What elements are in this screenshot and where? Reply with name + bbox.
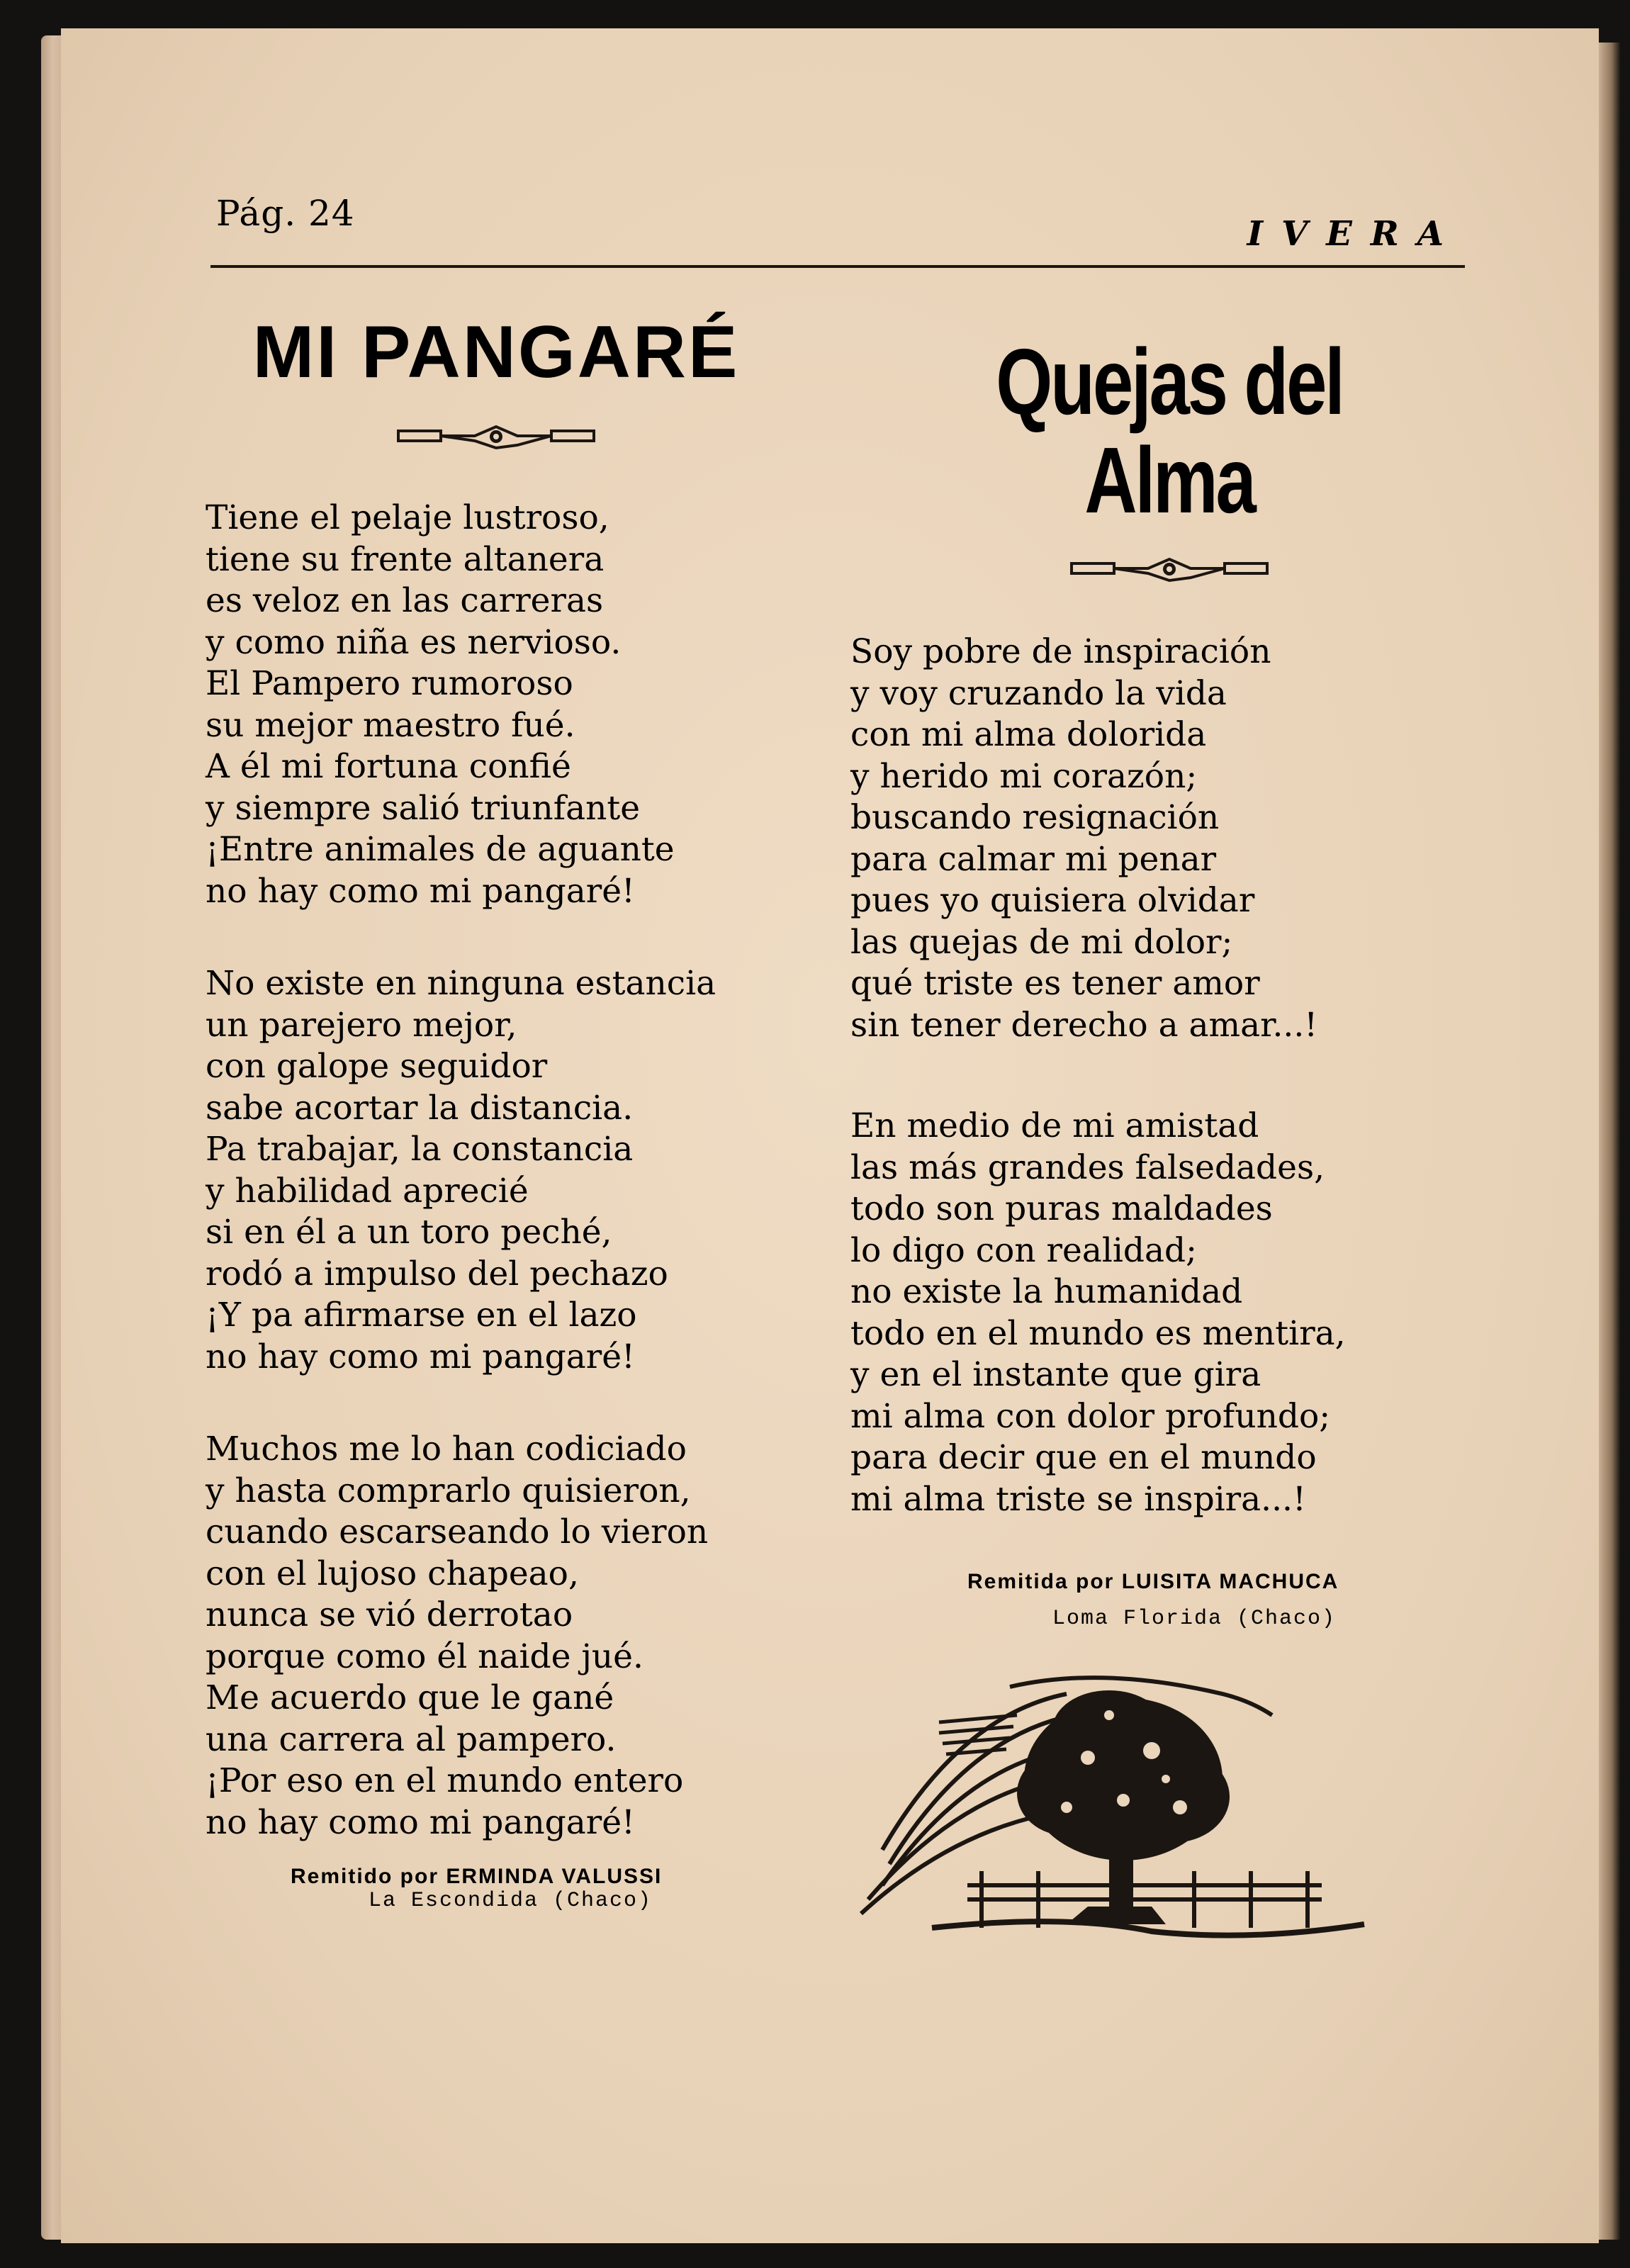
stanza <box>850 1106 1488 1520</box>
verse-line: ¡Entre animales de aguante <box>206 830 675 870</box>
verse-line: En medio de mi amistad <box>850 1106 1259 1146</box>
verse-line: su mejor maestro fué. <box>206 705 575 745</box>
verse-line: nunca se vió derrotao <box>206 1595 573 1635</box>
verse-line: y como niña es nervioso. <box>206 622 622 662</box>
tree <box>1017 1690 1230 1924</box>
verse-line: y herido mi corazón; <box>850 756 1198 796</box>
verse-line: rodó a impulso del pechazo <box>206 1254 668 1293</box>
verse-line: No existe en ninguna estancia <box>206 964 716 1004</box>
verse-line: ¡Por eso en el mundo entero <box>206 1761 684 1801</box>
stanza <box>850 631 1488 1046</box>
poem-credit: Remitido por ERMINDA VALUSSI <box>291 1865 663 1889</box>
verse-line: ¡Y pa afirmarse en el lazo <box>206 1296 637 1335</box>
binding-shadow <box>1599 43 1620 2240</box>
verse-line: Tiene el pelaje lustroso, <box>206 498 609 538</box>
verse-line: no hay como mi pangaré! <box>206 1802 635 1842</box>
verse-line: todo son puras maldades <box>850 1189 1273 1229</box>
verse-line: sin tener derecho a amar...! <box>850 1005 1318 1045</box>
verse-line: con el lujoso chapeao, <box>206 1554 579 1593</box>
poem-credit: Remitida por LUISITA MACHUCA <box>967 1570 1339 1594</box>
verse-line: sabe acortar la distancia. <box>206 1088 634 1128</box>
verse-line: no existe la humanidad <box>850 1272 1243 1312</box>
verse-line: para calmar mi penar <box>850 839 1217 879</box>
verse-line: un parejero mejor, <box>206 1005 517 1045</box>
verse-line: las más grandes falsedades, <box>850 1147 1325 1187</box>
verse-line: Me acuerdo que le gané <box>206 1678 614 1718</box>
verse-line: no hay como mi pangaré! <box>206 1337 635 1376</box>
verse-line: una carrera al pampero. <box>206 1719 617 1759</box>
verse-line: A él mi fortuna confié <box>206 747 571 787</box>
verse-line: y voy cruzando la vida <box>850 673 1227 713</box>
verse-line: lo digo con realidad; <box>850 1230 1197 1270</box>
verse-line: El Pampero rumoroso <box>206 664 573 704</box>
page-number: Pág. 24 <box>216 193 355 234</box>
verse-line: todo en el mundo es mentira, <box>850 1313 1346 1353</box>
verse-line: cuando escarseando lo vieron <box>206 1512 709 1552</box>
header-rule <box>210 265 1465 268</box>
verse-line: Muchos me lo han codiciado <box>206 1430 687 1469</box>
ornament-divider <box>397 420 595 455</box>
verse-line: para decir que en el mundo <box>850 1438 1317 1478</box>
poem-mi-pangare <box>206 312 787 1913</box>
verse-line: y en el instante que gira <box>850 1355 1261 1395</box>
verse-line: porque como él naide jué. <box>206 1637 643 1676</box>
stanza <box>206 498 787 912</box>
poem-title: MI PANGARÉ <box>252 311 740 393</box>
verse-line: las quejas de mi dolor; <box>850 922 1233 962</box>
page-header <box>151 186 1462 264</box>
verse-line: no hay como mi pangaré! <box>206 871 635 911</box>
verse-line: y siempre salió triunfante <box>206 788 641 828</box>
stanza <box>206 963 787 1378</box>
verse-line: mi alma con dolor profundo; <box>850 1396 1331 1436</box>
verse-line: Soy pobre de inspiración <box>850 632 1271 672</box>
verse-line: pues yo quisiera olvidar <box>850 881 1255 921</box>
poem-place: La Escondida (Chaco) <box>369 1889 653 1914</box>
verse-line: es veloz en las carreras <box>206 581 604 621</box>
verse-line: y hasta comprarlo quisieron, <box>206 1471 691 1510</box>
poem-quejas-del-alma <box>850 330 1488 1632</box>
poem-place: Loma Florida (Chaco) <box>1052 1607 1337 1632</box>
magazine-name: IVERA <box>1247 214 1462 254</box>
verse-line: buscando resignación <box>850 798 1220 838</box>
verse-line: tiene su frente altanera <box>206 539 605 579</box>
verse-line: si en él a un toro peché, <box>206 1213 612 1252</box>
poem-title: Quejas del Alma <box>996 330 1343 532</box>
verse-line: Pa trabajar, la constancia <box>206 1130 634 1169</box>
verse-line: con galope seguidor <box>206 1047 548 1087</box>
verse-line: con mi alma dolorida <box>850 715 1207 755</box>
tree-landscape-illustration <box>854 1673 1378 1956</box>
verse-line: qué triste es tener amor <box>850 964 1260 1004</box>
ornament-divider <box>1070 552 1269 588</box>
verse-line: mi alma triste se inspira...! <box>850 1479 1306 1519</box>
stanza <box>206 1429 787 1843</box>
verse-line: y habilidad aprecié <box>206 1171 529 1211</box>
